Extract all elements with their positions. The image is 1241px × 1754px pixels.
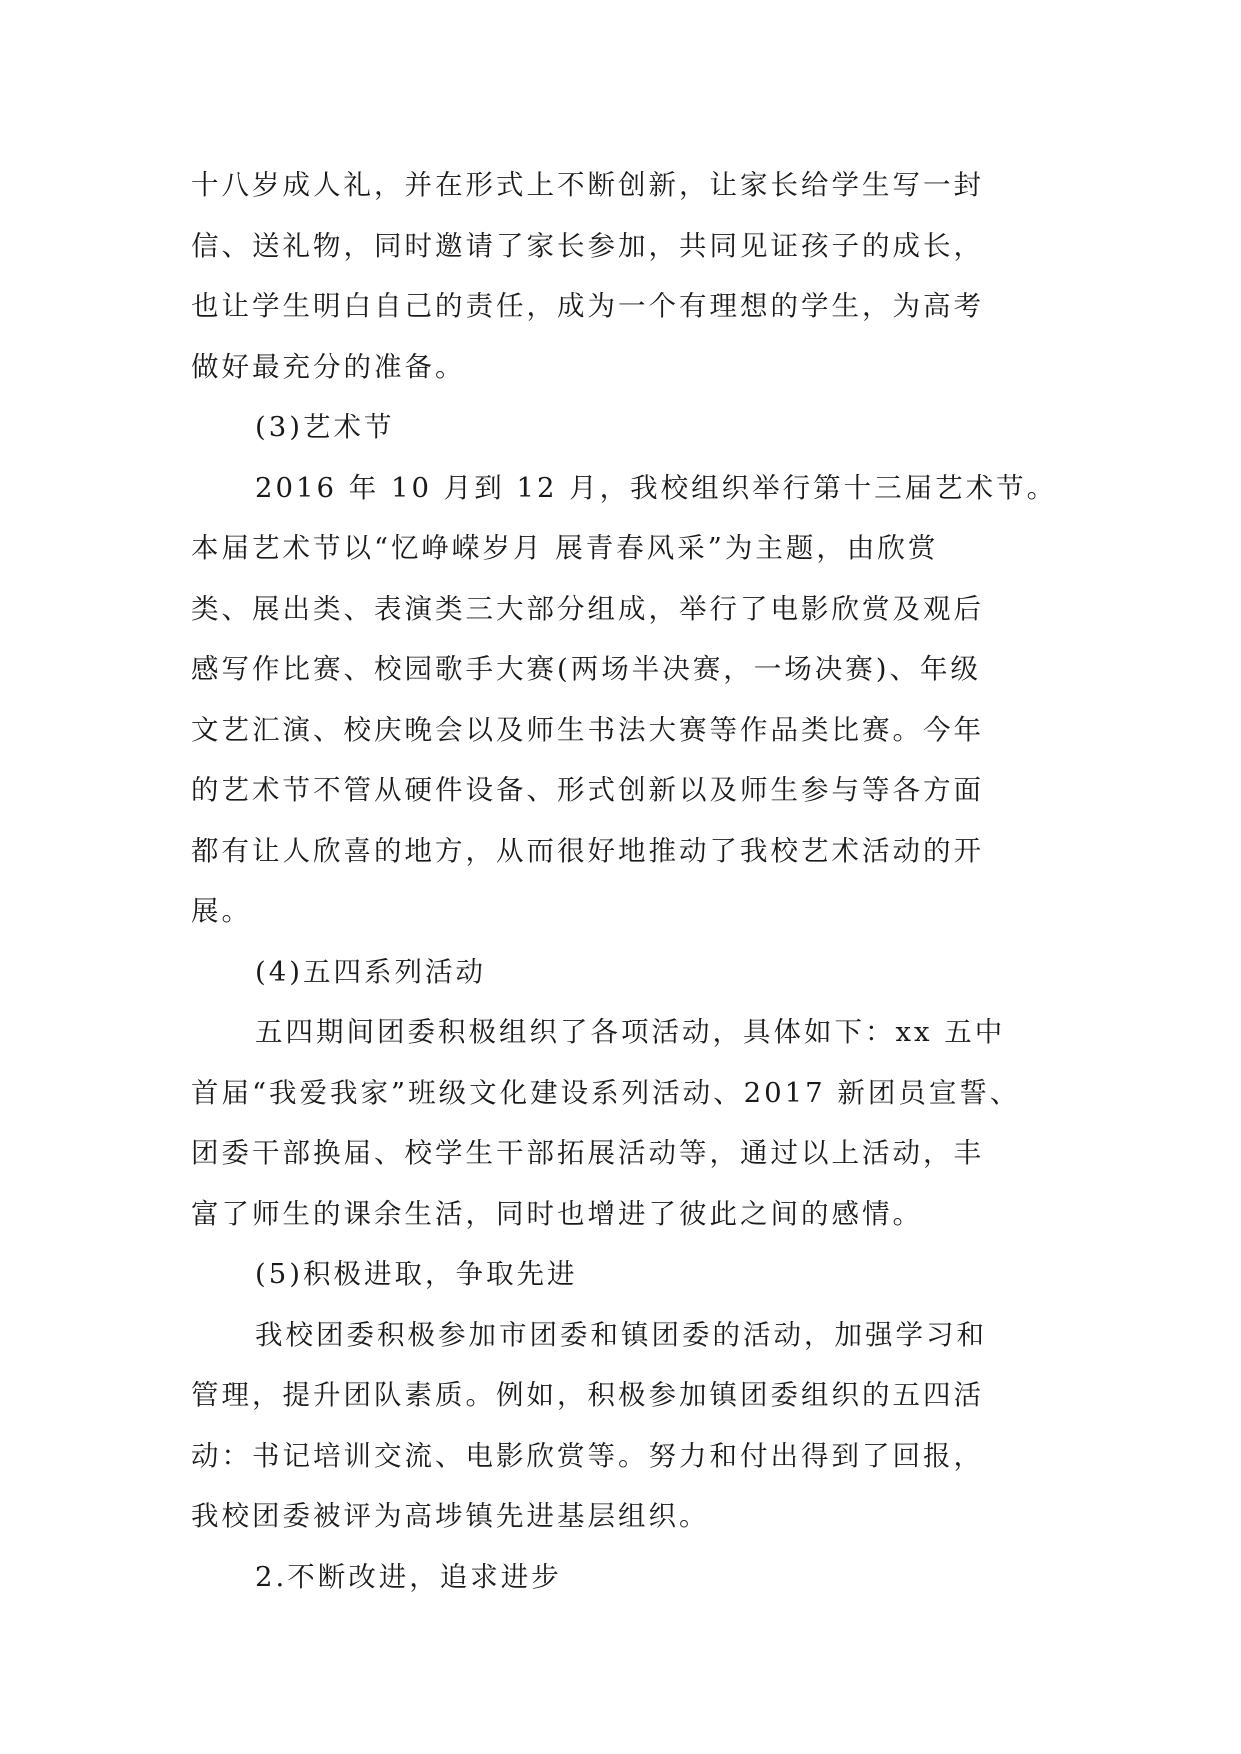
- paragraph-line: 管理，提升团队素质。例如，积极参加镇团委组织的五四活: [191, 1379, 984, 1411]
- paragraph-line: 我校团委被评为高埗镇先进基层组织。: [191, 1500, 710, 1532]
- paragraph-line: 本届艺术节以“忆峥嵘岁月 展青春风采”为主题，由欣赏: [191, 532, 939, 564]
- section-heading: 2.不断改进，追求进步: [255, 1560, 562, 1593]
- paragraph-line: 文艺汇演、校庆晚会以及师生书法大赛等作品类比赛。今年: [191, 713, 984, 746]
- paragraph-line: 团委干部换届、校学生干部拓展活动等，通过以上活动，丰: [191, 1137, 984, 1169]
- document-body: [191, 155, 1058, 1607]
- paragraph-line: 首届“我爱我家”班级文化建设系列活动、2017 新团员宣誓、: [191, 1076, 1021, 1109]
- paragraph-line: 的艺术节不管从硬件设备、形式创新以及师生参与等各方面: [191, 774, 984, 806]
- paragraph-line: 动：书记培训交流、电影欣赏等。努力和付出得到了回报，: [191, 1439, 984, 1472]
- paragraph-line: 感写作比赛、校园歌手大赛(两场半决赛，一场决赛)、年级: [191, 653, 981, 685]
- section-heading: (4)五四系列活动: [255, 955, 486, 988]
- paragraph-line: 类、展出类、表演类三大部分组成，举行了电影欣赏及观后: [191, 592, 984, 625]
- paragraph-line: 十八岁成人礼，并在形式上不断创新，让家长给学生写一封: [191, 169, 984, 201]
- paragraph-line: 我校团委积极参加市团委和镇团委的活动，加强学习和: [255, 1318, 987, 1351]
- paragraph-line: 五四期间团委积极组织了各项活动，具体如下：xx 五中: [255, 1016, 1006, 1048]
- paragraph-line: 展。: [191, 895, 252, 927]
- paragraph-line: 也让学生明白自己的责任，成为一个有理想的学生，为高考: [191, 290, 984, 322]
- paragraph-line: 都有让人欣喜的地方，从而很好地推动了我校艺术活动的开: [191, 834, 984, 867]
- paragraph-line: 富了师生的课余生活，同时也增进了彼此之间的感情。: [191, 1197, 923, 1230]
- paragraph-line: 信、送礼物，同时邀请了家长参加，共同见证孩子的成长，: [191, 229, 984, 262]
- paragraph-line: 做好最充分的准备。: [191, 350, 466, 383]
- paragraph-line: 2016 年 10 月到 12 月，我校组织举行第十三届艺术节。: [255, 471, 1058, 504]
- section-heading: (3)艺术节: [255, 411, 395, 443]
- section-heading: (5)积极进取，争取先进: [255, 1258, 578, 1290]
